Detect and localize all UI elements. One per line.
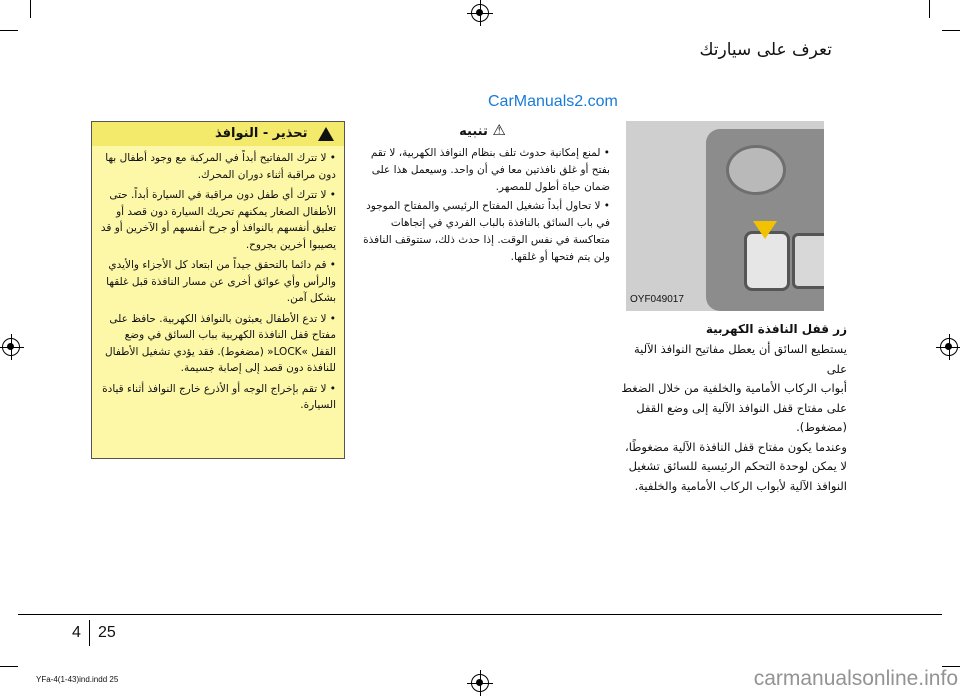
crop-mark [942,30,960,31]
crop-mark [929,0,930,18]
body-line: يستطيع السائق أن يعطل مفاتيح النوافذ الآلية على [634,342,847,376]
registration-mark-icon [940,338,958,356]
caution-box [355,121,610,268]
caution-item: • لا تحاول أبداً تشغيل المفتاح الرئيسي والمفتاح الموجود في باب السائق بالنافذة بالباب الفردي في إتجاهات متعاكسة في نفس الوقت. إذا حدث ذلك، ستتوقف النافذة ولن يتم فتحها أو غلقها. [363,200,610,263]
print-slug: YFa-4(1-43)ind.indd 25 [36,675,119,684]
chapter-number: 4 [72,624,81,641]
body-line: (مضغوط). [796,420,847,434]
page-number: 25 [98,624,116,641]
warning-item: • قم دائما بالتحقق جيداً من ابتعاد كل الأجزاء والأيدي والرأس وأي عوائق أخرى عن مسار النافذة قبل غلقها بشكل آمن. [106,259,336,304]
caution-title [355,121,610,139]
warning-item: • لا تترك أي طفل دون مراقبة في السيارة أبداً. حتى الأطفال الصغار يمكنهم تحريك السيارة دون قصد أو تعليق أنفسهم بالنوافذ أو جرح أنفسهم أو الآخرين أو قد يصيبوا أخرين بجروح. [100,189,336,251]
section-title: تعرف على سيارتك [699,40,832,60]
body-line: وعندما يكون مفتاح قفل النافذة الآلية مضغوطًا، [625,439,847,454]
caution-icon: ⚠ [492,121,506,139]
window-lock-switch [744,231,790,291]
watermark-link[interactable]: CarManuals2.com [488,93,618,110]
body-line: على مفتاح قفل النوافذ الآلية إلى وضع القفل [636,400,847,415]
arrow-indicator-icon [753,221,777,239]
body-line: أبواب الركاب الأمامية والخلفية من خلال الضغط [621,381,847,395]
window-switch-photo [626,121,824,311]
warning-header [92,122,344,146]
watermark-bottom: carmanualsonline.info [753,667,958,690]
caution-title-text: تنبيه [459,124,488,139]
registration-mark-icon [471,674,489,692]
body-line: النوافذ الآلية لأبواب الركاب الأمامية والخلفية. [634,478,847,493]
footer-rule [18,614,942,615]
caution-item: • لمنع إمكانية حدوث تلف بنظام النوافذ الكهربية، لا تقم بفتح أو غلق نافذتين معا في أن واحد. وسيعمل هذا على ضمان حياة أطول للمصهر. [370,147,610,193]
body-section [621,322,847,496]
mirror-control-knob [726,145,786,195]
body-subtitle: زر قفل النافذة الكهربية [705,322,847,336]
body-line: لا يمكن لوحدة التحكم الرئيسية للسائق تشغيل [628,459,847,473]
warning-triangle-icon [318,127,334,141]
warning-box [91,121,345,459]
crop-mark [0,666,18,667]
page-number-divider [89,620,90,646]
crop-mark [0,30,18,31]
registration-mark-icon [2,338,20,356]
warning-item: • لا تقم بإخراج الوجه أو الأذرع خارج النوافذ أثناء قيادة السيارة. [102,382,336,411]
crop-mark [30,0,31,18]
warning-title: تحذير - النوافذ [215,126,308,141]
warning-item: • لا تدع الأطفال يعبثون بالنوافذ الكهربية. حافظ على مفتاح قفل النافذة الكهربية بباب السائق في وضع القفل »LOCK« (مضغوط). فقد يؤدي تشغيل الأطفال للنافذة دون قصد إلى إصابة جسيمة. [105,312,336,374]
warning-item: • لا تترك المفاتيح أبداً في المركبة مع وجود أطفال بها دون مراقبة أثناء دوران المحرك. [105,152,336,181]
window-switch [792,233,824,289]
registration-mark-icon [471,4,489,22]
figure-code: OYF049017 [630,294,684,305]
